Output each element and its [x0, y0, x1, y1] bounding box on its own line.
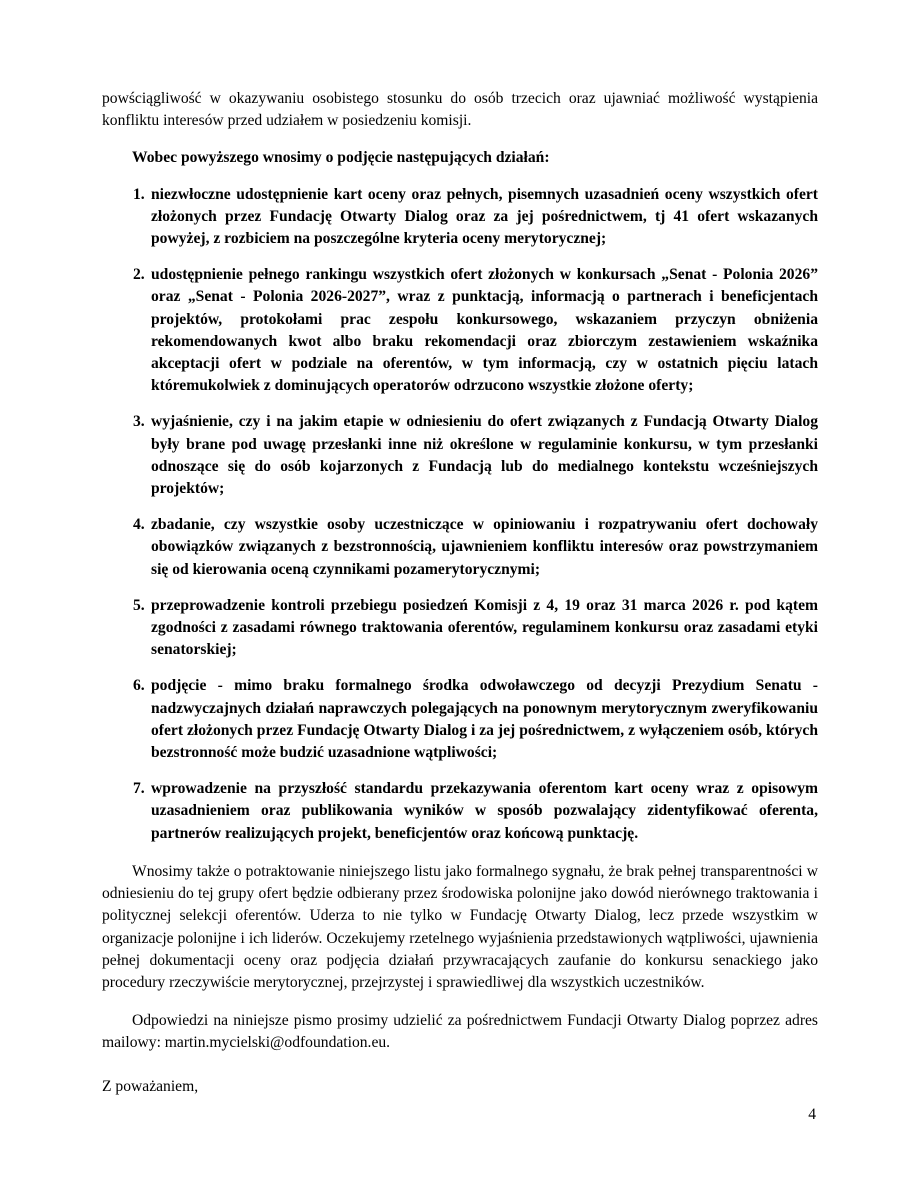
action-text: wyjaśnienie, czy i na jakim etapie w odniesieniu do ofert związanych z Fundacją Otwarty Dialog były brane pod uwagę przesłanki inne niż określone w regulaminie konkursu, w tym przesłanki odnoszące się do osób kojarzonych z Fundacją lub do medialnego kontekstu wcześniejszych projektów; [151, 413, 818, 498]
action-text: zbadanie, czy wszystkie osoby uczestniczące w opiniowaniu i rozpatrywaniu ofert dochowały obowiązków związanych z bezstronnością, ujawnieniem konfliktu interesów oraz powstrzymaniem się od kierowania oceną czynnikami pozamerytorycznymi; [151, 516, 818, 578]
action-number: 6. [133, 677, 145, 695]
appeal-paragraph: Wnosimy także o potraktowanie niniejszego listu jako formalnego sygnału, że brak pełnej transparentności w odniesieniu do tej grupy ofert będzie odbierany przez środowiska polonijne jako dowód nierównego traktowania i politycznej selekcji oferentów. Uderza to nie tylko w Fundację Otwarty Dialog, lecz przede wszystkim w organizacje polonijne i ich liderów. Oczekujemy rzetelnego wyjaśnienia przedstawionych wątpliwości, ujawnienia pełnej dokumentacji oceny oraz podjęcia działań przywracających zaufanie do konkursu senackiego jako procedury rzeczywiście merytorycznej, przejrzystej i sprawiedliwej dla wszystkich uczestników. [102, 862, 818, 991]
reply-instructions-paragraph: Odpowiedzi na niniejsze pismo prosimy udzielić za pośrednictwem Fundacji Otwarty Dialog poprzez adres mailowy: martin.mycielski@odfoundation.eu. [102, 1012, 818, 1052]
action-number: 7. [133, 780, 145, 798]
action-item [102, 514, 818, 581]
letter-page [102, 88, 818, 1098]
continuation-paragraph: powściągliwość w okazywaniu osobistego stosunku do osób trzecich oraz ujawniać możliwość wystąpienia konfliktu interesów przed udziałem w posiedzeniu komisji. [102, 90, 818, 130]
action-number: 2. [133, 266, 145, 284]
action-item [102, 184, 818, 251]
action-item [102, 411, 818, 500]
action-item [102, 675, 818, 764]
closing-salutation: Z poważaniem, [102, 1077, 199, 1095]
action-number: 1. [133, 185, 145, 203]
requests-intro: Wobec powyższego wnosimy o podjęcie następujących działań: [132, 149, 550, 167]
action-item [102, 264, 818, 397]
action-text: niezwłoczne udostępnienie kart oceny oraz pełnych, pisemnych uzasadnień oceny wszystkich ofert złożonych przez Fundację Otwarty Dialog oraz za jej pośrednictwem, tj 41 ofert wskazanych powyżej, z rozbiciem na poszczególne kryteria oceny merytorycznej; [151, 185, 818, 248]
action-text: wprowadzenie na przyszłość standardu przekazywania oferentom kart oceny wraz z opisowym uzasadnieniem oraz publikowania wyników w sposób pozwalający zidentyfikować oferenta, partnerów realizujących projekt, beneficjentów oraz końcową punktację. [151, 780, 818, 842]
action-number: 5. [133, 596, 145, 614]
requested-actions-list [102, 184, 818, 845]
action-item [102, 595, 818, 662]
action-text: podjęcie - mimo braku formalnego środka odwoławczego od decyzji Prezydium Senatu - nadzwyczajnych działań naprawczych polegających na ponownym merytorycznym zweryfikowaniu ofert złożonych przez Fundację Otwarty Dialog i za jej pośrednictwem, z wyłączeniem osób, których bezstronność może budzić uzasadnione wątpliwości; [151, 677, 818, 762]
action-item [102, 778, 818, 845]
action-text: przeprowadzenie kontroli przebiegu posiedzeń Komisji z 4, 19 oraz 31 marca 2026 r. pod kątem zgodności z zasadami równego traktowania oferentów, regulaminem konkursu oraz zasadami etyki senatorskiej; [151, 596, 818, 659]
page-number: 4 [808, 1106, 816, 1123]
action-number: 3. [133, 413, 145, 431]
action-number: 4. [133, 516, 145, 534]
action-text: udostępnienie pełnego rankingu wszystkich ofert złożonych w konkursach „Senat - Polonia 2026” oraz „Senat - Polonia 2026-2027”, wraz z punktacją, informacją o partnerach i beneficjentach projektów, protokołami prac zespołu konkursowego, wskazaniem przyczyn obniżenia rekomendowanych kwot albo braku rekomendacji oraz zbiorczym zestawieniem wskaźnika akceptacji ofert w podziale na oferentów, w tym informacją, czy w ostatnich pięciu latach któremukolwiek z dominujących operatorów odrzucono wszystkie złożone oferty; [151, 266, 818, 395]
